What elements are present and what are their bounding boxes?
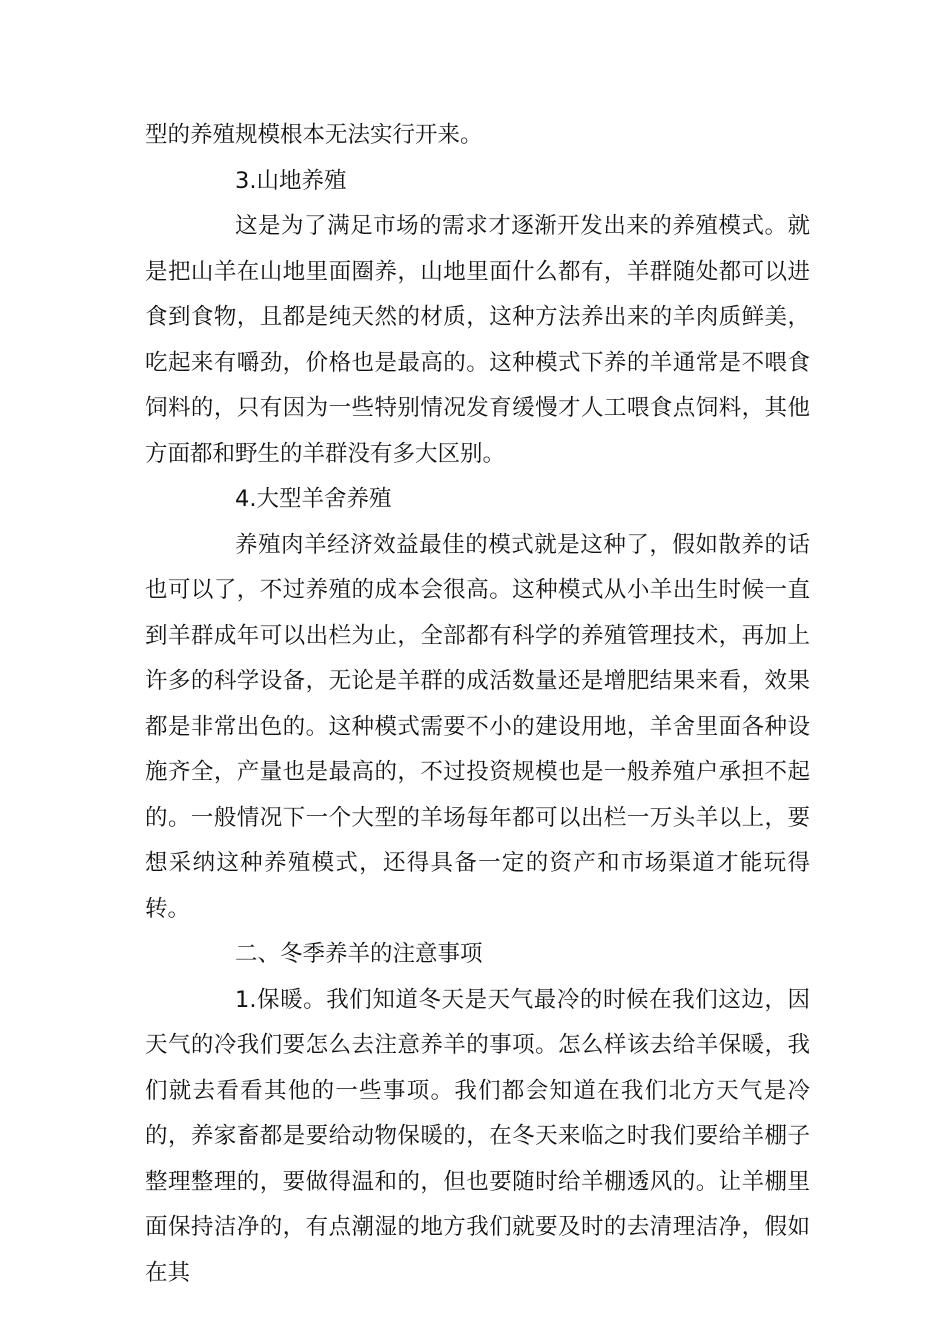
document-body	[145, 113, 810, 1296]
paragraph-continuation: 型的养殖规模根本无法实行开来。	[145, 122, 483, 148]
paragraph-large-sheepfold: 养殖肉羊经济效益最佳的模式就是这种了，假如散养的话也可以了，不过养殖的成本会很高。这种模式从小羊出生时候一直到羊群成年可以出栏为止，全部都有科学的养殖管理技术，再加上许多的科学设备，无论是羊群的成活数量还是增肥结果来看，效果都是非常出色的。这种模式需要不小的建设用地，羊舍里面各种设施齐全，产量也是最高的，不过投资规模也是一般养殖户承担不起的。一般情况下一个大型的羊场每年都可以出栏一万头羊以上，要想采纳这种养殖模式，还得具备一定的资产和市场渠道才能玩得转。	[145, 531, 810, 922]
heading-large-sheepfold: 4.大型羊舍养殖	[235, 486, 392, 512]
heading-mountain-farming: 3.山地养殖	[235, 167, 347, 194]
paragraph-keep-warm: 1.保暖。我们知道冬天是天气最冷的时候在我们这边，因天气的冷我们要怎么去注意养羊的事项。怎么样该去给羊保暖，我们就去看看其他的一些事项。我们都会知道在我们北方天气是冷的，养家畜都是要给动物保暖的，在冬天来临之时我们要给羊棚子整理整理的，要做得温和的，但也要随时给羊棚透风的。让羊棚里面保持洁净的，有点潮湿的地方我们就要及时的去清理洁净，假如在其	[145, 986, 810, 1286]
heading-winter-precautions: 二、冬季养羊的注意事项	[235, 941, 483, 967]
paragraph-mountain-farming: 这是为了满足市场的需求才逐渐开发出来的养殖模式。就是把山羊在山地里面圈养，山地里面什么都有，羊群随处都可以进食到食物，且都是纯天然的材质，这种方法养出来的羊肉质鲜美，吃起来有嚼劲，价格也是最高的。这种模式下养的羊通常是不喂食饲料的，只有因为一些特别情况发育缓慢才人工喂食点饲料，其他方面都和野生的羊群没有多大区别。	[145, 213, 810, 467]
